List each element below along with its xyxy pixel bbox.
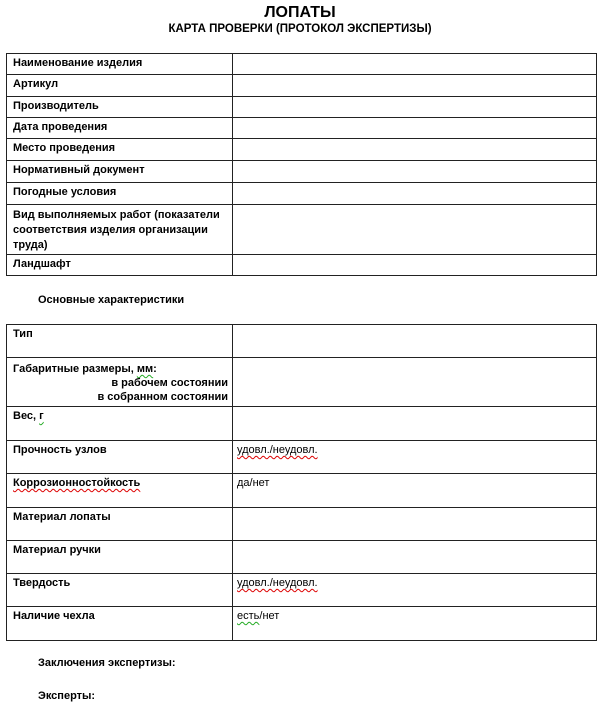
table-row: [7, 441, 597, 474]
experts-label: Эксперты:: [38, 690, 96, 702]
row-label: Наличие чехла: [7, 607, 233, 641]
row-value[interactable]: [233, 474, 597, 508]
row-value[interactable]: [233, 607, 597, 641]
weight-label: Вес, г: [13, 410, 44, 422]
table-row: [7, 407, 597, 441]
conclusions-label: Заключения экспертизы:: [38, 657, 176, 669]
table-row: [7, 75, 597, 97]
row-value[interactable]: [233, 255, 597, 276]
row-value[interactable]: [233, 358, 597, 407]
option-text: есть/нет: [237, 610, 280, 622]
row-value[interactable]: [233, 183, 597, 205]
row-value[interactable]: [233, 205, 597, 255]
document-title: ЛОПАТЫ: [264, 4, 336, 21]
row-label: Тип: [7, 325, 233, 358]
row-value[interactable]: [233, 441, 597, 474]
row-value[interactable]: [233, 541, 597, 574]
option-text: удовл./неудовл.: [237, 444, 318, 456]
row-value[interactable]: [233, 407, 597, 441]
table-row: [7, 358, 597, 407]
row-value[interactable]: [233, 75, 597, 97]
row-value[interactable]: [233, 161, 597, 183]
row-label: Место проведения: [7, 139, 233, 161]
row-label: Твердость: [7, 574, 233, 607]
option-text: удовл./неудовл.: [237, 577, 318, 589]
document-subtitle: КАРТА ПРОВЕРКИ (ПРОТОКОЛ ЭКСПЕРТИЗЫ): [168, 23, 432, 35]
option-text: да/нет: [237, 477, 270, 489]
table-row: [7, 118, 597, 139]
table-row: [7, 161, 597, 183]
table-row: [7, 139, 597, 161]
table-row: [7, 574, 597, 607]
row-label: Производитель: [7, 97, 233, 118]
table-row: [7, 54, 597, 75]
row-value[interactable]: [233, 97, 597, 118]
section-title: Основные характеристики: [38, 294, 185, 306]
row-label: Материал ручки: [7, 541, 233, 574]
row-label: [7, 407, 233, 441]
row-label: Нормативный документ: [7, 161, 233, 183]
general-info-table: [6, 53, 597, 276]
row-label: Артикул: [7, 75, 233, 97]
row-label: Наименование изделия: [7, 54, 233, 75]
row-label: Погодные условия: [7, 183, 233, 205]
table-row: [7, 183, 597, 205]
row-label: [7, 474, 233, 508]
row-value[interactable]: [233, 325, 597, 358]
row-label: [7, 358, 233, 407]
table-row: [7, 255, 597, 276]
table-row: [7, 474, 597, 508]
dimensions-working-label: в рабочем состоянии: [111, 377, 228, 389]
row-label: Материал лопаты: [7, 508, 233, 541]
row-value[interactable]: [233, 139, 597, 161]
table-row: [7, 541, 597, 574]
row-label: Ландшафт: [7, 255, 233, 276]
table-row: [7, 325, 597, 358]
table-row: [7, 205, 597, 255]
table-row: [7, 97, 597, 118]
row-label: Вид выполняемых работ (показатели соответствия изделия организации труда): [7, 205, 233, 255]
row-value[interactable]: [233, 54, 597, 75]
corrosion-label: Коррозионностойкость: [13, 477, 141, 489]
dimensions-label: Габаритные размеры, мм:: [13, 363, 157, 375]
row-value[interactable]: [233, 574, 597, 607]
row-value[interactable]: [233, 118, 597, 139]
row-label: Прочность узлов: [7, 441, 233, 474]
table-row: [7, 607, 597, 641]
table-row: [7, 508, 597, 541]
row-label: Дата проведения: [7, 118, 233, 139]
characteristics-table: [6, 324, 597, 641]
dimensions-assembled-label: в собранном состоянии: [97, 391, 228, 403]
row-value[interactable]: [233, 508, 597, 541]
